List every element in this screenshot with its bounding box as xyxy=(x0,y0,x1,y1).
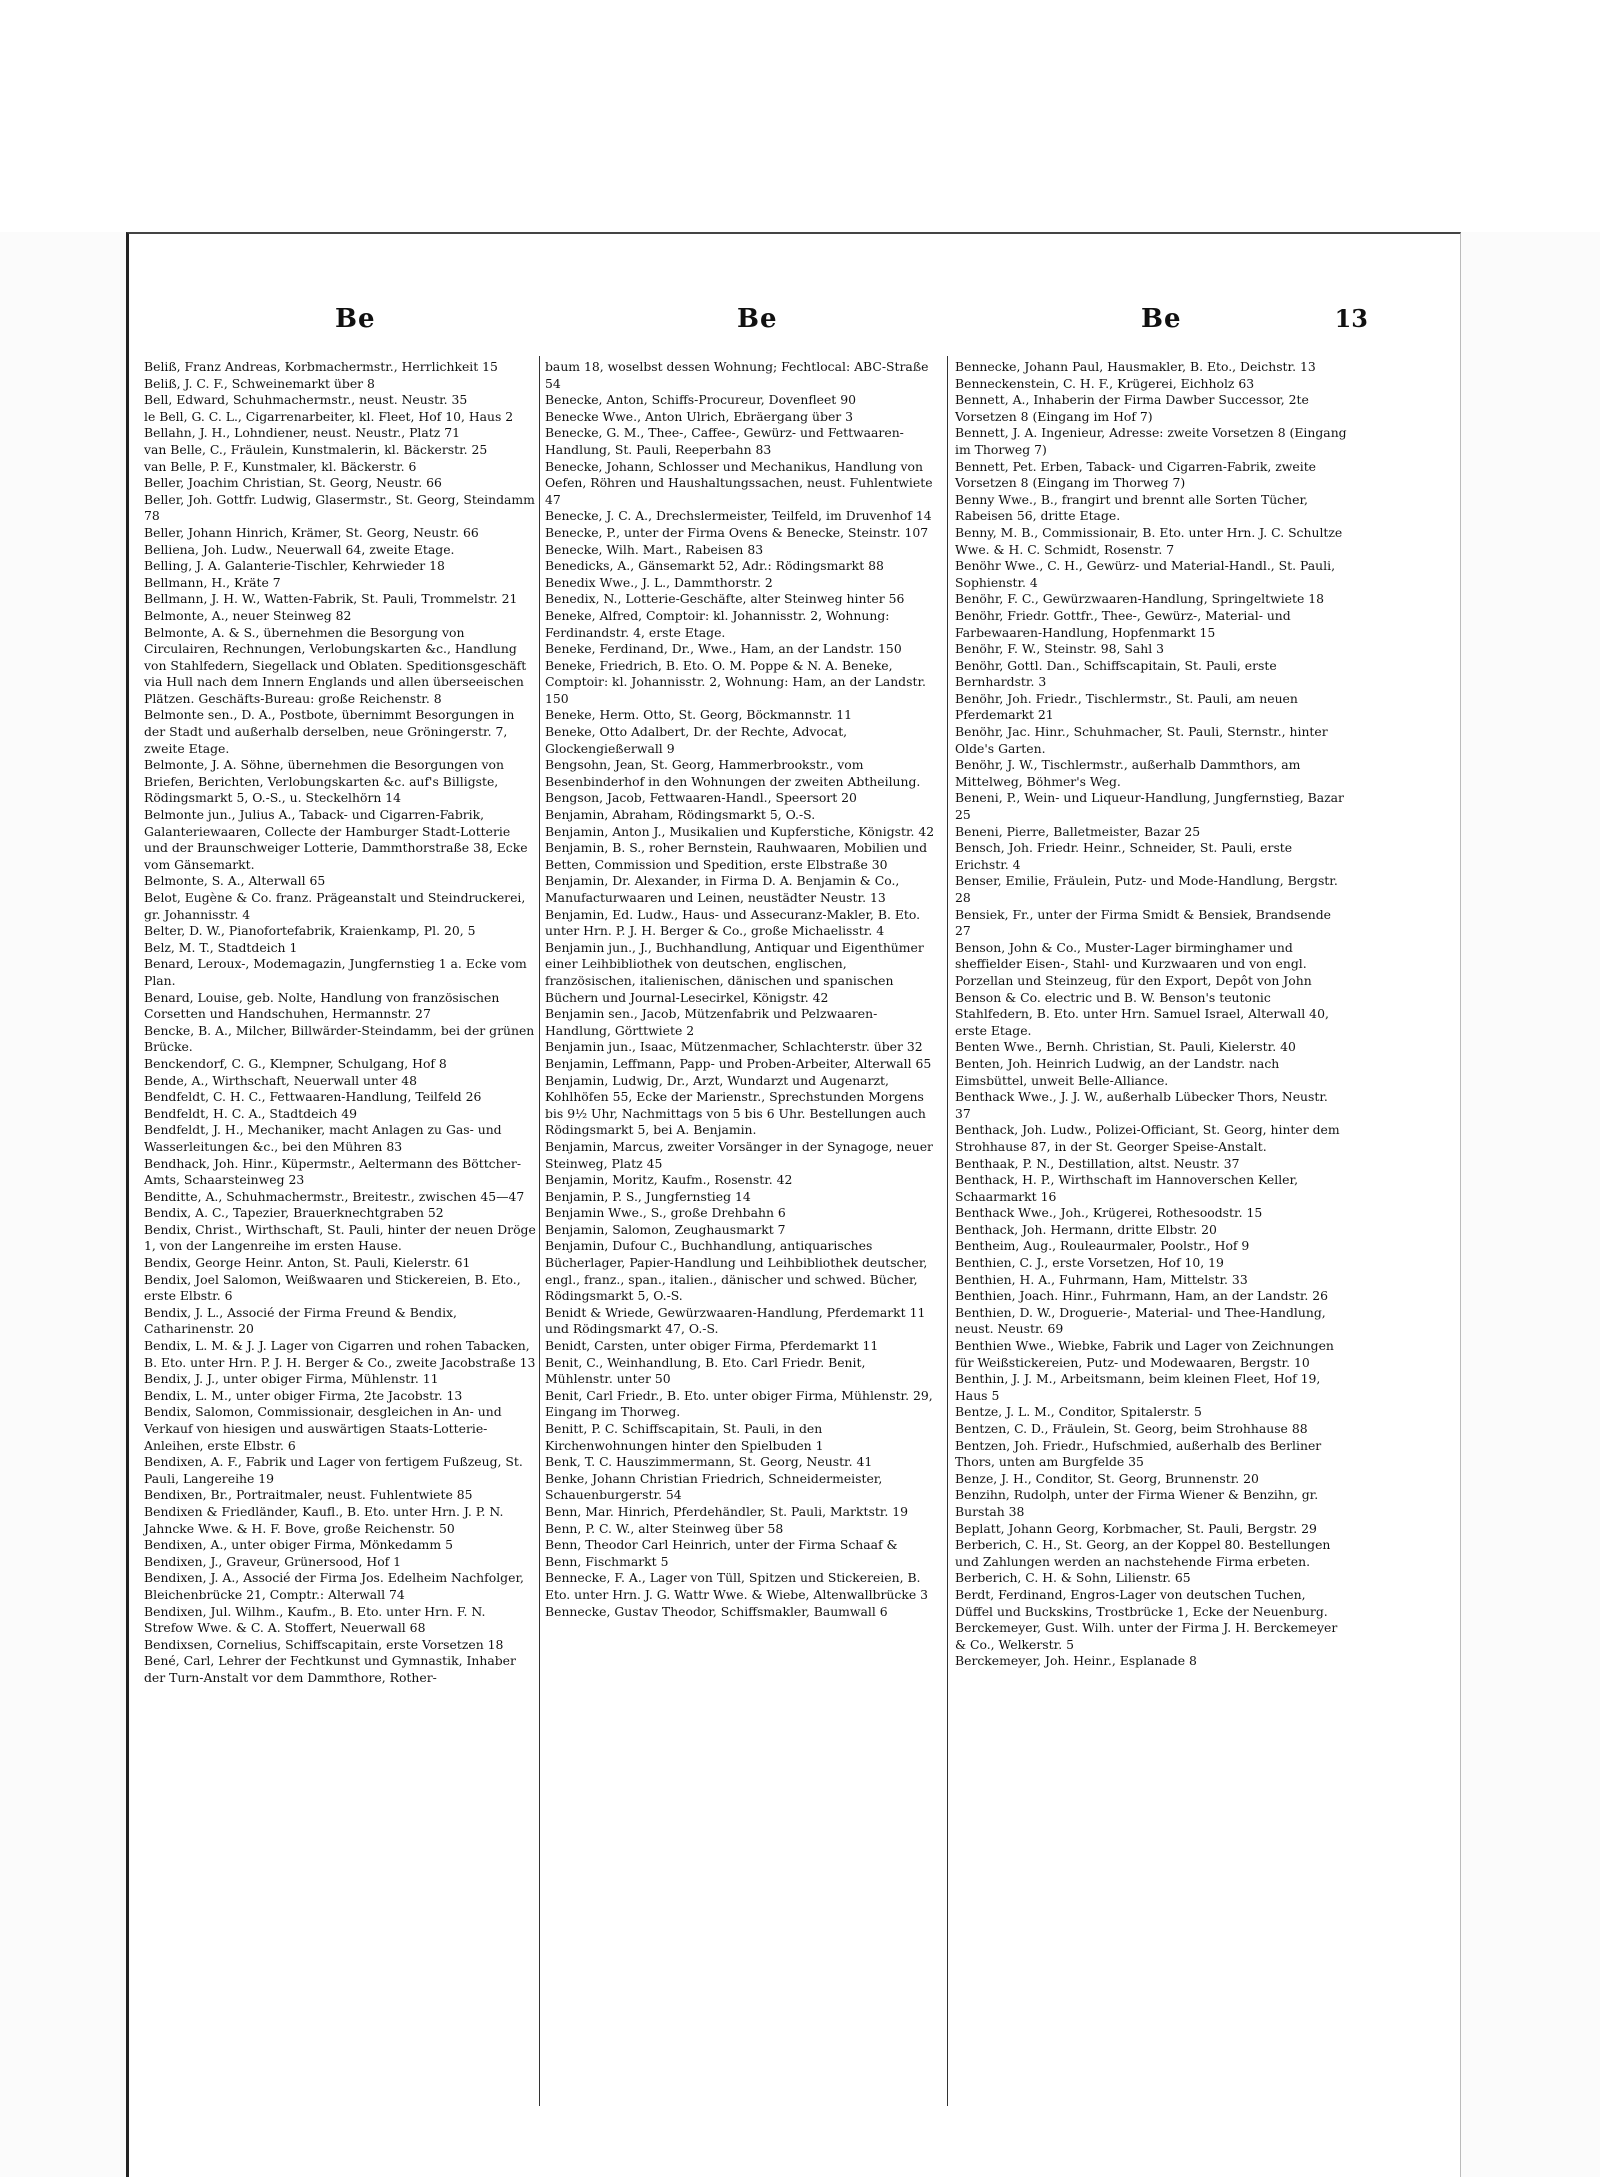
directory-entry: Bendix, L. M. & J. J. Lager von Cigarren und rohen Tabacken, B. Eto. unter Hrn. P. J. H. Berger & Co., zweite Jacobstraße 13 xyxy=(144,1338,536,1370)
directory-entry: Belling, J. A. Galanterie-Tischler, Kehrwieder 18 xyxy=(144,558,445,574)
directory-entry: Benard, Louise, geb. Nolte, Handlung von französischen Corsetten und Handschuhen, Hermannstr. 27 xyxy=(144,989,500,1022)
directory-entry: Benedicks, A., Gänsemarkt 52, Adr.: Rödingsmarkt 88 xyxy=(545,558,884,574)
directory-entry: Benzihn, Rudolph, unter der Firma Wiener & Benzihn, gr. Burstah 38 xyxy=(955,1487,1319,1519)
directory-entry: Benidt & Wriede, Gewürzwaaren-Handlung, Pferdemarkt 11 und Rödingsmarkt 47, O.-S. xyxy=(545,1304,926,1337)
directory-entry: Beneke, Friedrich, B. Eto. O. M. Poppe & N. A. Beneke, Comptoir: kl. Johannisstr. 2, Wohnung: Ham, an der Landstr. 150 xyxy=(545,657,926,706)
directory-entry: Bendhack, Joh. Hinr., Küpermstr., Aeltermann des Böttcher-Amts, Schaarsteinweg 23 xyxy=(144,1155,522,1188)
directory-entry: Benny Wwe., B., frangirt und brennt alle Sorten Tücher, Rabeisen 56, dritte Etage. xyxy=(955,491,1308,524)
directory-entry: Bennett, J. A. Ingenieur, Adresse: zweite Vorsetzen 8 (Eingang im Thorweg 7) xyxy=(955,425,1347,457)
directory-entry: Bentheim, Aug., Rouleaurmaler, Poolstr., Hof 9 xyxy=(955,1238,1250,1254)
scan-margin xyxy=(0,0,1600,232)
directory-entry: Benöhr, Joh. Friedr., Tischlermstr., St. Pauli, am neuen Pferdemarkt 21 xyxy=(955,690,1298,723)
column-2 xyxy=(545,359,937,1620)
directory-entry: van Belle, P. F., Kunstmaler, kl. Bäckerstr. 6 xyxy=(144,458,417,474)
directory-entry: Bendixen, Br., Portraitmaler, neust. Fuhlentwiete 85 xyxy=(144,1487,473,1503)
directory-entry: Benecke, J. C. A., Drechslermeister, Teilfeld, im Druvenhof 14 xyxy=(545,508,932,524)
directory-entry: Benecke Wwe., Anton Ulrich, Ebräergang über 3 xyxy=(545,408,854,424)
directory-entry: Bendix, George Heinr. Anton, St. Pauli, Kielerstr. 61 xyxy=(144,1255,471,1271)
directory-entry: Benecke, G. M., Thee-, Caffee-, Gewürz- und Fettwaaren-Handlung, St. Pauli, Reeperbahn 83 xyxy=(545,425,904,457)
directory-entry: Bendixen, A. F., Fabrik und Lager von fertigem Fußzeug, St. Pauli, Langereihe 19 xyxy=(144,1454,523,1486)
directory-entry: Bennecke, F. A., Lager von Tüll, Spitzen und Stickereien, B. Eto. unter Hrn. J. G. Wattr Wwe. & Wiebe, Altenwallbrücke 3 xyxy=(545,1570,928,1602)
directory-entry: Beneke, Alfred, Comptoir: kl. Johannisstr. 2, Wohnung: Ferdinandstr. 4, erste Etage. xyxy=(545,607,890,640)
directory-entry: Beller, Johann Hinrich, Krämer, St. Georg, Neustr. 66 xyxy=(144,524,479,540)
header-right-keyword: Be xyxy=(1141,304,1182,334)
directory-entry: Benn, P. C. W., alter Steinweg über 58 xyxy=(545,1520,784,1536)
directory-entry: Benecke, P., unter der Firma Ovens & Benecke, Steinstr. 107 xyxy=(545,524,929,540)
page-header xyxy=(129,304,1460,344)
directory-entry: Bendixen, A., unter obiger Firma, Mönkedamm 5 xyxy=(144,1537,453,1553)
directory-entry: le Bell, G. C. L., Cigarrenarbeiter, kl. Fleet, Hof 10, Haus 2 xyxy=(144,408,514,424)
column-divider xyxy=(539,356,540,2106)
directory-entry: Bellmann, H., Kräte 7 xyxy=(144,574,281,590)
directory-entry: Benny, M. B., Commissionair, B. Eto. unter Hrn. J. C. Schultze Wwe. & H. C. Schmidt, Rosenstr. 7 xyxy=(955,524,1343,557)
directory-entry: Benöhr, F. W., Steinstr. 98, Sahl 3 xyxy=(955,641,1165,657)
directory-entry: Benthin, J. J. M., Arbeitsmann, beim kleinen Fleet, Hof 19, Haus 5 xyxy=(955,1371,1321,1403)
directory-entry: Benten, Joh. Heinrich Ludwig, an der Landstr. nach Eimsbüttel, unweit Belle-Alliance. xyxy=(955,1055,1280,1088)
directory-entry: Benit, Carl Friedr., B. Eto. unter obiger Firma, Mühlenstr. 29, Eingang im Thorweg. xyxy=(545,1387,933,1420)
directory-entry: Benthien, H. A., Fuhrmann, Ham, Mittelstr. 33 xyxy=(955,1271,1248,1287)
directory-entry: Bendix, Christ., Wirthschaft, St. Pauli, hinter der neuen Dröge 1, von der Langenreihe im ersten Hause. xyxy=(144,1221,536,1254)
directory-entry: Benthack Wwe., J. J. W., außerhalb Lübecker Thors, Neustr. 37 xyxy=(955,1089,1328,1121)
directory-entry: Berberich, C. H. & Sohn, Lilienstr. 65 xyxy=(955,1570,1191,1586)
directory-entry: Bendix, Joel Salomon, Weißwaaren und Stickereien, B. Eto., erste Elbstr. 6 xyxy=(144,1271,521,1304)
directory-entry: Bendixen, Jul. Wilhm., Kaufm., B. Eto. unter Hrn. F. N. Strefow Wwe. & C. A. Stoffert, Neuerwall 68 xyxy=(144,1603,486,1636)
directory-entry: Bendix, L. M., unter obiger Firma, 2te Jacobstr. 13 xyxy=(144,1387,463,1403)
directory-entry: Bengson, Jacob, Fettwaaren-Handl., Speersort 20 xyxy=(545,790,857,806)
directory-entry: Benedix Wwe., J. L., Dammthorstr. 2 xyxy=(545,574,773,590)
directory-entry: Benjamin sen., Jacob, Mützenfabrik und Pelzwaaren-Handlung, Görttwiete 2 xyxy=(545,1006,878,1038)
directory-entry: Bende, A., Wirthschaft, Neuerwall unter 48 xyxy=(144,1072,417,1088)
directory-entry: Benthien, C. J., erste Vorsetzen, Hof 10, 19 xyxy=(955,1255,1224,1271)
directory-entry: Benn, Theodor Carl Heinrich, unter der Firma Schaaf & Benn, Fischmarkt 5 xyxy=(545,1537,898,1569)
directory-entry: Benard, Leroux-, Modemagazin, Jungfernstieg 1 a. Ecke vom Plan. xyxy=(144,956,527,988)
directory-entry: Benjamin, Ed. Ludw., Haus- und Assecuranz-Makler, B. Eto. unter Hrn. P. J. H. Berger & Co., große Michaelisstr. 4 xyxy=(545,906,921,939)
directory-entry: Benöhr, J. W., Tischlermstr., außerhalb Dammthors, am Mittelweg, Böhmer's Weg. xyxy=(955,757,1301,789)
directory-entry: Berberich, C. H., St. Georg, an der Koppel 80. Bestellungen und Zahlungen werden an nachstehende Firma erbeten. xyxy=(955,1537,1331,1569)
column-3 xyxy=(955,359,1347,1670)
directory-entry: Benditte, A., Schuhmachermstr., Breitestr., zwischen 45—47 xyxy=(144,1188,525,1204)
directory-entry: Bell, Edward, Schuhmachermstr., neust. Neustr. 35 xyxy=(144,392,468,408)
directory-entry: Benckendorf, C. G., Klempner, Schulgang, Hof 8 xyxy=(144,1055,447,1071)
column-1 xyxy=(144,359,536,1687)
directory-entry: Belmonte, J. A. Söhne, übernehmen die Besorgungen von Briefen, Berichten, Verlobungskarten &c. auf's Billigste, Rödingsmarkt 5, O.-S., u. Steckelhörn 14 xyxy=(144,757,504,806)
column-divider xyxy=(947,356,948,2106)
directory-entry: Bentzen, C. D., Fräulein, St. Georg, beim Strohhause 88 xyxy=(955,1421,1308,1436)
directory-entry: Benthack Wwe., Joh., Krügerei, Rothesoodstr. 15 xyxy=(955,1205,1263,1221)
directory-entry: Bendfeldt, H. C. A., Stadtdeich 49 xyxy=(144,1105,358,1121)
directory-entry: Bendix, J. L., Associé der Firma Freund & Bendix, Catharinenstr. 20 xyxy=(144,1304,457,1337)
directory-entry: Benthack, H. P., Wirthschaft im Hannoverschen Keller, Schaarmarkt 16 xyxy=(955,1172,1299,1204)
directory-entry: Benöhr, Gottl. Dan., Schiffscapitain, St. Pauli, erste Bernhardstr. 3 xyxy=(955,657,1277,690)
directory-entry: Belliena, Joh. Ludw., Neuerwall 64, zweite Etage. xyxy=(144,541,455,557)
directory-page xyxy=(126,232,1461,2177)
directory-entry: Bendix, Salomon, Commissionair, desgleichen in An- und Verkauf von hiesigen und auswärtigen Staats-Lotterie-Anleihen, erste Elbstr. 6 xyxy=(144,1404,502,1453)
directory-entry: Benthack, Joh. Hermann, dritte Elbstr. 20 xyxy=(955,1221,1217,1237)
directory-entry: Berdt, Ferdinand, Engros-Lager von deutschen Tuchen, Düffel und Buckskins, Trostbrücke 1, Ecke der Neuenburg. xyxy=(955,1586,1328,1619)
directory-entry: Bengsohn, Jean, St. Georg, Hammerbrookstr., vom Besenbinderhof in den Wohnungen der zweiten Abtheilung. xyxy=(545,757,921,789)
directory-entry: Beneni, Pierre, Balletmeister, Bazar 25 xyxy=(955,823,1201,839)
directory-entry: Belmonte sen., D. A., Postbote, übernimmt Besorgungen in der Stadt und außerhalb derselben, neue Gröningerstr. 7, zweite Etage. xyxy=(144,707,515,756)
directory-entry: Berckemeyer, Joh. Heinr., Esplanade 8 xyxy=(955,1653,1197,1669)
directory-entry: Benjamin, P. S., Jungfernstieg 14 xyxy=(545,1188,751,1204)
directory-entry: Bené, Carl, Lehrer der Fechtkunst und Gymnastik, Inhaber der Turn-Anstalt vor dem Dammthore, Rother- xyxy=(144,1653,516,1685)
directory-entry: Bensiek, Fr., unter der Firma Smidt & Bensiek, Brandsende 27 xyxy=(955,906,1331,939)
directory-entry: Benjamin, Moritz, Kaufm., Rosenstr. 42 xyxy=(545,1172,793,1188)
directory-entry: Benecke, Wilh. Mart., Rabeisen 83 xyxy=(545,541,764,557)
directory-entry: baum 18, woselbst dessen Wohnung; Fechtlocal: ABC-Straße 54 xyxy=(545,359,929,391)
directory-entry: Beneke, Otto Adalbert, Dr. der Rechte, Advocat, Glockengießerwall 9 xyxy=(545,724,848,756)
directory-entry: Belmonte, A. & S., übernehmen die Besorgung von Circulairen, Rechnungen, Verlobungskarten &c., Handlung von Stahlfedern, Siegellack und Oblaten. Speditionsgeschäft via Hull nach dem Innern Englands und allen überseeischen Plätzen. Geschäfts-Bureau: große Reichenstr. 8 xyxy=(144,624,527,706)
directory-entry: van Belle, C., Fräulein, Kunstmalerin, kl. Bäckerstr. 25 xyxy=(144,441,488,457)
directory-entry: Benedix, N., Lotterie-Geschäfte, alter Steinweg hinter 56 xyxy=(545,591,905,607)
directory-entry: Bendixen, J., Graveur, Grünersood, Hof 1 xyxy=(144,1553,402,1569)
directory-entry: Benitt, P. C. Schiffscapitain, St. Pauli, in den Kirchenwohnungen hinter den Spielbuden 1 xyxy=(545,1421,824,1453)
directory-entry: Benthien, D. W., Droguerie-, Material- und Thee-Handlung, neust. Neustr. 69 xyxy=(955,1304,1326,1337)
directory-entry: Benjamin Wwe., S., große Drehbahn 6 xyxy=(545,1205,786,1221)
directory-entry: Bennecke, Johann Paul, Hausmakler, B. Eto., Deichstr. 13 xyxy=(955,359,1316,374)
directory-entry: Bennecke, Gustav Theodor, Schiffsmakler, Baumwall 6 xyxy=(545,1603,888,1619)
directory-entry: Benjamin jun., J., Buchhandlung, Antiquar und Eigenthümer einer Leihbibliothek von deutschen, englischen, französischen, italienischen, dänischen und spanischen Büchern und Journal-Lesecirkel, Königstr. 42 xyxy=(545,939,924,1005)
directory-entry: Belmonte, A., neuer Steinweg 82 xyxy=(144,607,352,623)
directory-entry: Benjamin, Dufour C., Buchhandlung, antiquarisches Bücherlager, Papier-Handlung und Leihbibliothek deutscher, engl., franz., span., italien., dänischer und schwed. Bücher, Rödingsmarkt 5, O.-S. xyxy=(545,1238,928,1304)
directory-entry: Benecke, Anton, Schiffs-Procureur, Dovenfleet 90 xyxy=(545,392,856,408)
directory-entry: Bendfeldt, C. H. C., Fettwaaren-Handlung, Teilfeld 26 xyxy=(144,1089,482,1105)
directory-entry: Beliß, J. C. F., Schweinemarkt über 8 xyxy=(144,375,375,391)
directory-entry: Bendixsen, Cornelius, Schiffscapitain, erste Vorsetzen 18 xyxy=(144,1636,504,1652)
directory-entry: Bennett, A., Inhaberin der Firma Dawber Successor, 2te Vorsetzen 8 (Eingang im Hof 7) xyxy=(955,392,1309,424)
directory-entry: Bellahn, J. H., Lohndiener, neust. Neustr., Platz 71 xyxy=(144,425,460,441)
directory-entry: Benthaak, P. N., Destillation, altst. Neustr. 37 xyxy=(955,1155,1240,1171)
directory-entry: Benjamin, Ludwig, Dr., Arzt, Wundarzt und Augenarzt, Kohlhöfen 55, Ecke der Marienstr., Sprechstunden Morgens bis 9½ Uhr, Nachmittags von 5 bis 6 Uhr. Bestellungen auch Rödingsmarkt 5, bei A. Benjamin. xyxy=(545,1072,926,1138)
directory-entry: Bendixen & Friedländer, Kaufl., B. Eto. unter Hrn. J. P. N. Jahncke Wwe. & H. F. Bove, große Reichenstr. 50 xyxy=(144,1503,504,1536)
directory-entry: Beliß, Franz Andreas, Korbmachermstr., Herrlichkeit 15 xyxy=(144,359,498,374)
directory-entry: Benit, C., Weinhandlung, B. Eto. Carl Friedr. Benit, Mühlenstr. unter 50 xyxy=(545,1354,866,1387)
directory-entry: Belmonte jun., Julius A., Taback- und Cigarren-Fabrik, Galanteriewaaren, Collecte der Hamburger Stadt-Lotterie und der Braunschweiger Lotterie, Dammthorstraße 38, Ecke vom Gänsemarkt. xyxy=(144,807,528,872)
directory-entry: Bentzen, Joh. Friedr., Hufschmied, außerhalb des Berliner Thors, unten am Burgfelde 35 xyxy=(955,1437,1322,1470)
directory-entry: Benjamin jun., Isaac, Mützenmacher, Schlachterstr. über 32 xyxy=(545,1039,923,1055)
directory-entry: Benk, T. C. Hauszimmermann, St. Georg, Neustr. 41 xyxy=(545,1454,873,1470)
header-middle-keyword: Be xyxy=(737,304,778,334)
directory-entry: Bencke, B. A., Milcher, Billwärder-Steindamm, bei der grünen Brücke. xyxy=(144,1022,535,1055)
directory-entry: Benidt, Carsten, unter obiger Firma, Pferdemarkt 11 xyxy=(545,1338,879,1354)
directory-entry: Benneckenstein, C. H. F., Krügerei, Eichholz 63 xyxy=(955,375,1255,391)
directory-entry: Benöhr, F. C., Gewürzwaaren-Handlung, Springeltwiete 18 xyxy=(955,591,1325,607)
directory-entry: Bendfeldt, J. H., Mechaniker, macht Anlagen zu Gas- und Wasserleitungen &c., bei den Mühren 83 xyxy=(144,1122,502,1154)
page-number: 13 xyxy=(1334,304,1368,333)
directory-entry: Beneke, Herm. Otto, St. Georg, Böckmannstr. 11 xyxy=(545,707,853,723)
directory-entry: Bendix, A. C., Tapezier, Brauerknechtgraben 52 xyxy=(144,1205,444,1221)
directory-entry: Beneke, Ferdinand, Dr., Wwe., Ham, an der Landstr. 150 xyxy=(545,641,902,657)
directory-entry: Benn, Mar. Hinrich, Pferdehändler, St. Pauli, Marktstr. 19 xyxy=(545,1503,908,1519)
directory-entry: Benöhr, Jac. Hinr., Schuhmacher, St. Pauli, Sternstr., hinter Olde's Garten. xyxy=(955,724,1328,756)
header-left-keyword: Be xyxy=(335,304,376,334)
directory-entry: Bendixen, J. A., Associé der Firma Jos. Edelheim Nachfolger, Bleichenbrücke 21, Comptr.: Alterwall 74 xyxy=(144,1570,524,1602)
directory-entry: Benke, Johann Christian Friedrich, Schneidermeister, Schauenburgerstr. 54 xyxy=(545,1470,883,1503)
directory-entry: Benöhr, Friedr. Gottfr., Thee-, Gewürz-, Material- und Farbewaaren-Handlung, Hopfenmarkt 15 xyxy=(955,607,1291,640)
directory-entry: Berckemeyer, Gust. Wilh. unter der Firma J. H. Berckemeyer & Co., Welkerstr. 5 xyxy=(955,1620,1338,1652)
directory-entry: Benjamin, Abraham, Rödingsmarkt 5, O.-S. xyxy=(545,807,816,823)
directory-entry: Benjamin, Marcus, zweiter Vorsänger in der Synagoge, neuer Steinweg, Platz 45 xyxy=(545,1138,933,1171)
directory-entry: Benjamin, Salomon, Zeughausmarkt 7 xyxy=(545,1221,786,1237)
directory-entry: Benjamin, Anton J., Musikalien und Kupferstiche, Königstr. 42 xyxy=(545,823,935,839)
directory-entry: Benthien Wwe., Wiebke, Fabrik und Lager von Zeichnungen für Weißstickereien, Putz- und Modewaaren, Bergstr. 10 xyxy=(955,1338,1334,1370)
directory-entry: Bensch, Joh. Friedr. Heinr., Schneider, St. Pauli, erste Erichstr. 4 xyxy=(955,840,1293,872)
directory-entry: Belter, D. W., Pianofortefabrik, Kraienkamp, Pl. 20, 5 xyxy=(144,923,476,939)
directory-entry: Benjamin, B. S., roher Bernstein, Rauhwaaren, Mobilien und Betten, Commission und Spedition, erste Elbstraße 30 xyxy=(545,840,928,872)
directory-entry: Beller, Joachim Christian, St. Georg, Neustr. 66 xyxy=(144,475,442,491)
directory-entry: Benecke, Johann, Schlosser und Mechanikus, Handlung von Oefen, Röhren und Haushaltungssachen, neust. Fuhlentwiete 47 xyxy=(545,458,933,507)
directory-entry: Benthien, Joach. Hinr., Fuhrmann, Ham, an der Landstr. 26 xyxy=(955,1288,1329,1304)
directory-entry: Benser, Emilie, Fräulein, Putz- und Mode-Handlung, Bergstr. 28 xyxy=(955,873,1338,905)
directory-entry: Beplatt, Johann Georg, Korbmacher, St. Pauli, Bergstr. 29 xyxy=(955,1520,1317,1536)
directory-entry: Bennett, Pet. Erben, Taback- und Cigarren-Fabrik, zweite Vorsetzen 8 (Eingang im Thorweg 7) xyxy=(955,458,1317,491)
directory-entry: Bellmann, J. H. W., Watten-Fabrik, St. Pauli, Trommelstr. 21 xyxy=(144,591,518,607)
directory-entry: Bentze, J. L. M., Conditor, Spitalerstr. 5 xyxy=(955,1404,1202,1420)
directory-entry: Benthack, Joh. Ludw., Polizei-Officiant, St. Georg, hinter dem Strohhause 87, in der St. Georger Speise-Anstalt. xyxy=(955,1122,1340,1154)
directory-entry: Benöhr Wwe., C. H., Gewürz- und Material-Handl., St. Pauli, Sophienstr. 4 xyxy=(955,558,1336,590)
directory-entry: Belot, Eugène & Co. franz. Prägeanstalt und Steindruckerei, gr. Johannisstr. 4 xyxy=(144,890,526,922)
directory-entry: Benten Wwe., Bernh. Christian, St. Pauli, Kielerstr. 40 xyxy=(955,1039,1296,1055)
directory-entry: Belmonte, S. A., Alterwall 65 xyxy=(144,873,326,889)
directory-entry: Benze, J. H., Conditor, St. Georg, Brunnenstr. 20 xyxy=(955,1470,1259,1486)
directory-entry: Bendix, J. J., unter obiger Firma, Mühlenstr. 11 xyxy=(144,1371,439,1387)
directory-entry: Beneni, P., Wein- und Liqueur-Handlung, Jungfernstieg, Bazar 25 xyxy=(955,790,1344,823)
directory-entry: Belz, M. T., Stadtdeich 1 xyxy=(144,939,298,955)
directory-entry: Beller, Joh. Gottfr. Ludwig, Glasermstr., St. Georg, Steindamm 78 xyxy=(144,491,535,524)
directory-entry: Benjamin, Dr. Alexander, in Firma D. A. Benjamin & Co., Manufacturwaaren und Leinen, neustädter Neustr. 13 xyxy=(545,873,900,905)
directory-entry: Benson, John & Co., Muster-Lager birminghamer und sheffielder Eisen-, Stahl- und Kurzwaaren und von engl. Porzellan und Steinzeug, für den Export, Depôt von John Benson & Co. electric und B. W. Benson's teutonic Stahlfedern, B. Eto. unter Hrn. Samuel Israel, Alterwall 40, erste Etage. xyxy=(955,939,1329,1038)
directory-entry: Benjamin, Leffmann, Papp- und Proben-Arbeiter, Alterwall 65 xyxy=(545,1055,932,1071)
